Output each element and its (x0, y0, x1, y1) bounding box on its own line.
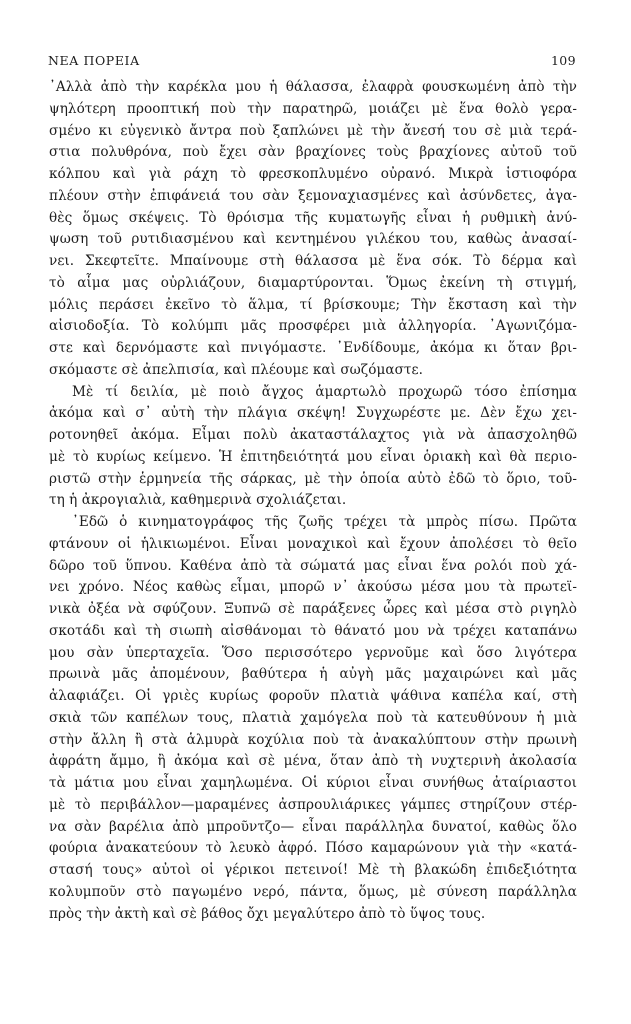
body-text (49, 77, 577, 925)
paragraph-3 (49, 512, 577, 925)
text-line: ψωση τοῦ ρυτιδιασμένου καὶ κεντημένου γιλέκου του, καθὼς ἀνασαί- (49, 231, 577, 248)
text-line: τη ἡ ἀκρογιαλιὰ, καθημερινὰ σχολιάζεται. (49, 492, 347, 509)
text-line: θὲς ὅμως σκέψεις. Τὸ θρόισμα τῆς κυματωγῆς εἶναι ἡ ρυθμικὴ ἀνύ- (49, 209, 577, 226)
text-line: νικὰ ὀξέα νὰ σφύζουν. Ξυπνῶ σὲ παράξενες ὧρες καὶ μέσα στὸ ριγηλὸ (49, 601, 577, 617)
text-line: σκοτάδι καὶ τὴ σιωπὴ αἰσθάνομαι τὸ θάνατό μου νὰ τρέχει καταπάνω (49, 622, 577, 639)
text-line: ἀφράτη ἄμμο, ἢ ἀκόμα καὶ σὲ μένα, ὅταν ἀπὸ τὴ νυχτερινὴ ἀκολασία (49, 753, 577, 770)
text-line: πρὸς τὴν ἀκτὴ καὶ σὲ βάθος ὄχι μεγαλύτερο ἀπὸ τὸ ὕψος τους. (49, 905, 486, 922)
text-line: ᾿Αλλὰ ἀπὸ τὴν καρέκλα μου ἡ θάλασσα, ἐλαφρὰ φουσκωμένη ἀπὸ τὴν (49, 79, 577, 95)
text-line: νει. Σκεφτεῖτε. Μπαίνουμε στὴ θάλασσα μὲ ἕνα σόκ. Τὸ δέρμα καὶ (49, 253, 577, 269)
text-line: κολυμποῦν στὸ παγωμένο νερό, πάντα, ὅμως, μὲ σύνεση παράλληλα (49, 883, 577, 900)
page-number: 109 (550, 53, 576, 68)
text-line: σμένο κι εὐγενικὸ ἄντρα ποὺ ξαπλώνει μὲ τὴν ἄνεσή του σὲ μιὰ τερά- (49, 122, 577, 139)
text-line: μὲ τὸ περιβάλλον—μαραμένες ἀσπρουλιάρικες γάμπες στηρίζουν στέρ- (49, 796, 577, 813)
running-title: ΝΕΑ ΠΟΡΕΙΑ (48, 53, 140, 68)
text-line: νει χρόνο. Νέος καθὼς εἶμαι, μπορῶ ν᾿ ἀκούσω μέσα μου τὰ πρωτεϊ- (49, 579, 577, 596)
text-line: στια πολυθρόνα, ποὺ ἔχει σὰν βραχίονες τοὺς βραχίονες αὐτοῦ τοῦ (49, 144, 577, 161)
paragraph-1 (49, 77, 577, 382)
text-line: πλέουν στὴν ἐπιφάνειά του σὰν ξεμοναχιασμένες καὶ ἀσύνδετες, ἀγα- (49, 187, 577, 204)
text-line: τὸ αἷμα μας οὐρλιάζουν, διαμαρτύρονται. Ὅμως ἐκείνη τὴ στιγμή, (49, 274, 577, 291)
text-line: ροτονηθεῖ ἀκόμα. Εἶμαι πολὺ ἀκαταστάλαχτος γιὰ νὰ ἀπασχοληθῶ (49, 427, 577, 443)
text-line: φούρια ἀνακατεύουν τὸ λευκὸ ἀφρό. Πόσο καμαρώνουν γιὰ τὴν «κατά- (49, 840, 577, 857)
text-line: ἀλαφιάζει. Οἱ γριὲς κυρίως φοροῦν πλατιὰ ψάθινα καπέλα καί, στὴ (49, 688, 577, 704)
text-line: μου σὰν ὑπερταχεῖα. Ὅσο περισσότερο γερνοῦμε καὶ ὅσο λιγότερα (49, 644, 577, 661)
text-line: μόλις περάσει ἐκεῖνο τὸ ἅλμα, τί βρίσκουμε; Τὴν ἔκσταση καὶ τὴν (49, 296, 577, 313)
text-line: στασή τους» αὐτοὶ οἱ γέρικοι πετεινοί! Μὲ τὴ βλακώδη ἐπιδεξιότητα (49, 862, 577, 878)
paragraph-2 (49, 382, 577, 513)
text-line: Μὲ τί δειλία, μὲ ποιὸ ἄγχος ἁμαρτωλὸ προχωρῶ τόσο ἐπίσημα (72, 383, 577, 400)
text-line: σκιὰ τῶν καπέλων τους, πλατιὰ χαμόγελα ποὺ τὰ κατευθύνουν ἡ μιὰ (49, 709, 577, 726)
text-line: πρωινὰ μᾶς ἀπομένουν, βαθύτερα ἡ αὐγὴ μᾶς μαχαιρώνει καὶ μᾶς (49, 666, 577, 683)
text-line: σκόμαστε σὲ ἀπελπισία, καὶ πλέουμε καὶ σωζόμαστε. (49, 361, 423, 378)
text-line: τὰ μάτια μου εἶναι χαμηλωμένα. Οἱ κύριοι εἶναι συνήθως ἀταίριαστοι (49, 775, 577, 791)
text-line: κόλπου καὶ γιὰ ράχη τὸ φρεσκοπλυμένο οὐρανό. Μικρὰ ἱστιοφόρα (49, 166, 577, 182)
text-line: μὲ τὸ κυρίως κείμενο. Ἡ ἐπιτηδειότητά μου εἶναι ὁριακὴ καὶ θὰ περιο- (49, 448, 577, 465)
text-line: ψηλότερη προοπτική ποὺ τὴν παρατηρῶ, μοιάζει μὲ ἕνα θολὸ γερα- (49, 100, 577, 117)
text-line: δῶρο τοῦ ὕπνου. Καθένα ἀπὸ τὰ σώματά μας εἶναι ἕνα ρολόι ποὺ χά- (49, 557, 577, 574)
text-line: στὴν ἄλλη ἢ στὰ ἁλμυρὰ κοχύλια ποὺ τὰ ἀνακαλύπτουν στὴν πρωινὴ (49, 731, 577, 748)
text-line: αἰσιοδοξία. Τὸ κολύμπι μᾶς προσφέρει μιὰ ἀλληγορία. ᾿Αγωνιζόμα- (49, 318, 577, 335)
text-line: να σὰν βαρέλια ἀπὸ μπροῦντζο— εἶναι παράλληλα δυνατοί, καθὼς ὅλο (49, 818, 577, 835)
text-line: φτάνουν οἱ ἡλικιωμένοι. Εἶναι μοναχικοὶ καὶ ἔχουν ἀπολέσει τὸ θεῖο (49, 535, 577, 552)
text-line: ᾿Εδῶ ὁ κινηματογράφος τῆς ζωῆς τρέχει τὰ μπρὸς πίσω. Πρῶτα (72, 514, 577, 530)
text-line: στε καὶ δερνόμαστε καὶ πνιγόμαστε. ᾿Ενδίδουμε, ἀκόμα κι ὅταν βρι- (49, 340, 577, 356)
text-line: ἀκόμα καὶ σ᾿ αὐτὴ τὴν πλάγια σκέψη! Συγχωρέστε με. Δὲν ἔχω χει- (49, 405, 577, 422)
text-line: ριστῶ στὴν ἑρμηνεία τῆς σάρκας, μὲ τὴν ὁποία αὐτὸ ἐδῶ τὸ ὅριο, τοῦ- (49, 470, 577, 487)
